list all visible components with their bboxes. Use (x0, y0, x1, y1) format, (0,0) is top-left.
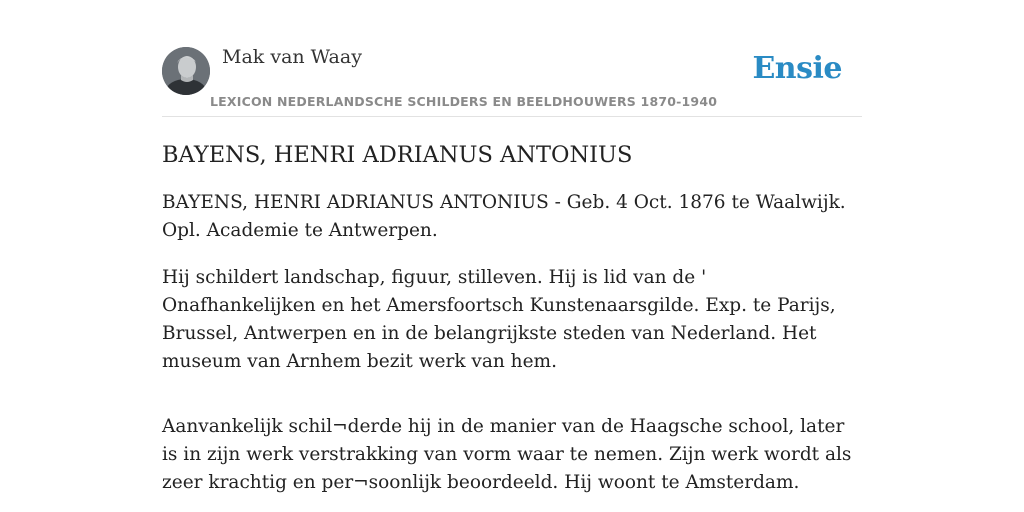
author-name[interactable]: Mak van Waay (222, 46, 362, 68)
article-paragraph: BAYENS, HENRI ADRIANUS ANTONIUS - Geb. 4 Oct. 1876 te Waalwijk. Opl. Academie te Antwerpen. (162, 192, 846, 241)
entry-title: BAYENS, HENRI ADRIANUS ANTONIUS (162, 142, 633, 168)
source-lexicon-label[interactable]: LEXICON NEDERLANDSCHE SCHILDERS EN BEELDHOUWERS 1870-1940 (210, 94, 718, 109)
article-paragraph: Aanvankelijk schil¬derde hij in de manier van de Haagsche school, later is in zijn werk verstrakking van vorm waar te nemen. Zijn werk wordt als zeer krachtig en per¬soonlijk beoordeeld. Hij woont te Amsterdam. (162, 416, 852, 493)
author-portrait-icon (162, 47, 210, 95)
article-paragraph: Hij schildert landschap, figuur, stilleven. Hij is lid van de ' Onafhankelijken en het Amersfoortsch Kunstenaarsgilde. Exp. te Parijs, Brussel, Antwerpen en in de belangrijkste steden van Nederland. Het museum van Arnhem bezit werk van hem. (162, 267, 836, 372)
ensie-logo[interactable]: Ensie (752, 51, 842, 86)
article-content (162, 140, 862, 512)
author-avatar[interactable] (162, 47, 210, 95)
page-header (162, 0, 862, 117)
